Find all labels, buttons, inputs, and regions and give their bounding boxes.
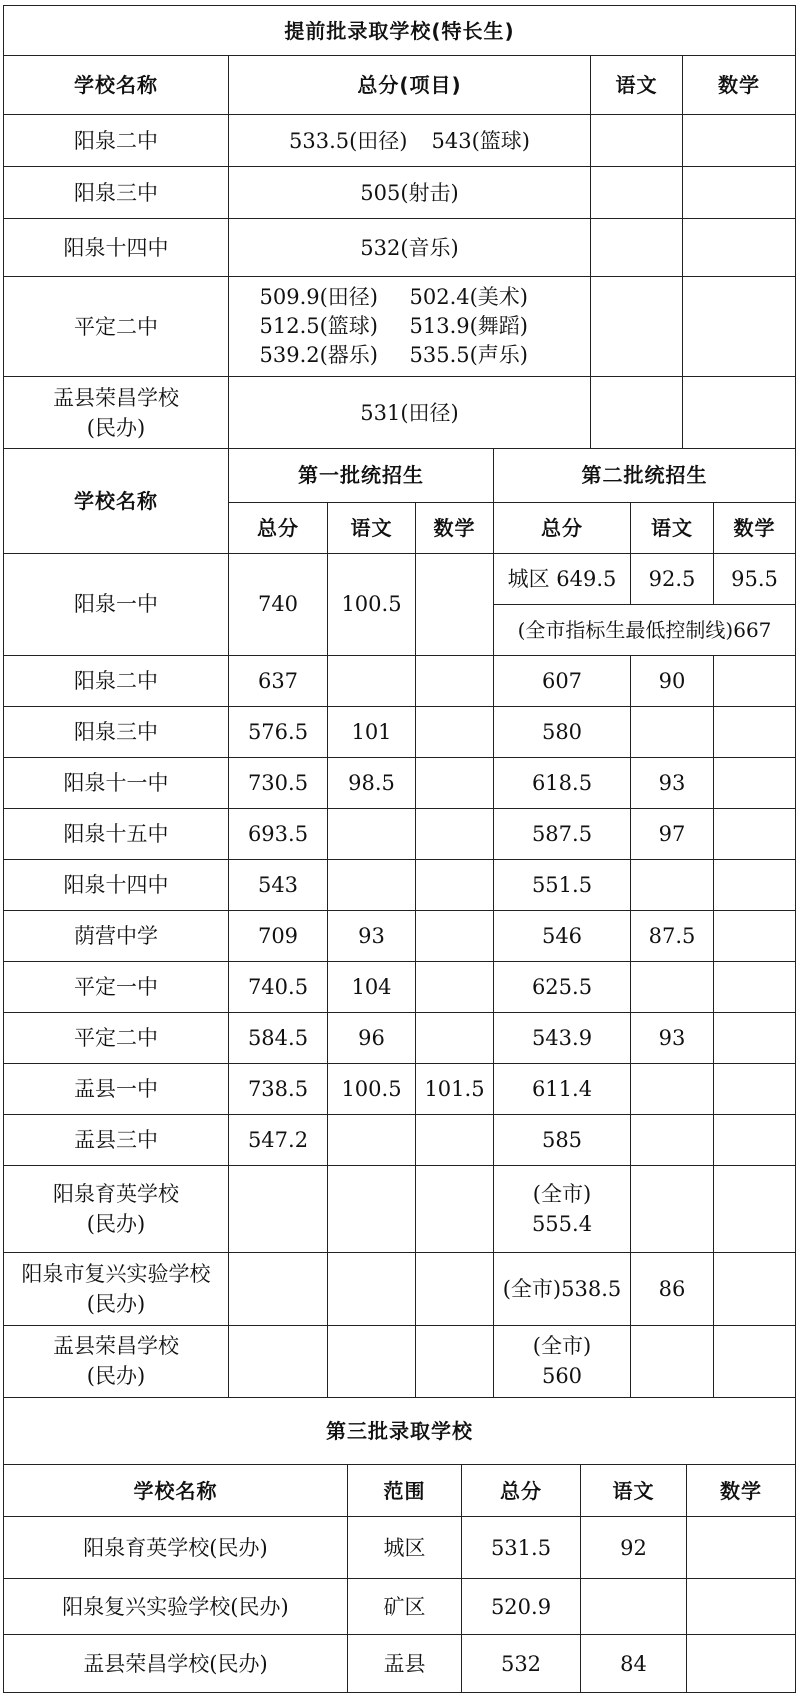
math-score: [683, 377, 796, 449]
math-score: [683, 277, 796, 377]
batch1-math: 101.5: [416, 1063, 494, 1114]
batch2-math: [714, 655, 796, 706]
math-score: [687, 1579, 796, 1635]
batch2-total: 543.9: [494, 1012, 631, 1063]
batch2-total: [494, 1325, 631, 1397]
batch1-total: 730.5: [229, 757, 328, 808]
batch1-chinese: [328, 1252, 416, 1325]
col-header-total: 总分: [494, 502, 631, 553]
batch1-chinese: 101: [328, 706, 416, 757]
school-name: 平定二中: [4, 1012, 229, 1063]
batch2-total: 城区 649.5: [494, 553, 631, 604]
school-type-note: (民办): [86, 415, 146, 440]
score-projects: [229, 277, 591, 377]
batch1-chinese: [328, 1165, 416, 1252]
batch2-chinese: [631, 859, 714, 910]
third-batch-table: [3, 1398, 796, 1694]
table-row: [4, 706, 796, 757]
batch2-math: [714, 1063, 796, 1114]
batch1-math: [416, 859, 494, 910]
batch1-chinese: [328, 1325, 416, 1397]
school-type-note: (民办): [86, 1291, 146, 1316]
batch2-math: [714, 1165, 796, 1252]
table-row: [4, 1165, 796, 1252]
batch1-chinese: [328, 1114, 416, 1165]
batch2-chinese: [631, 706, 714, 757]
score-item: 512.5(篮球): [259, 314, 379, 338]
school-name: 盂县一中: [4, 1063, 229, 1114]
col-header-chinese: 语文: [581, 1465, 687, 1517]
score-item: 543(篮球): [431, 128, 530, 153]
total-score: 532: [462, 1635, 581, 1693]
third-batch-title: 第三批录取学校: [4, 1398, 796, 1465]
batch1-total: 740.5: [229, 961, 328, 1012]
score-item: 513.9(舞蹈): [409, 314, 529, 338]
score-item: 532(音乐): [229, 219, 591, 277]
batch1-math: [416, 808, 494, 859]
batch2-math: [714, 961, 796, 1012]
batch1-chinese: [328, 859, 416, 910]
school-name-line: 盂县荣昌学校: [53, 1334, 179, 1358]
table-row: [4, 1325, 796, 1397]
score-item: 533.5(田径): [289, 128, 408, 153]
batch2-chinese: [631, 1165, 714, 1252]
batch2-total: 618.5: [494, 757, 631, 808]
school-name: 阳泉复兴实验学校(民办): [4, 1579, 348, 1635]
batch2-chinese: 93: [631, 1012, 714, 1063]
batch1-math: [416, 961, 494, 1012]
school-name: [4, 1252, 229, 1325]
school-name: 阳泉二中: [4, 655, 229, 706]
citywide-label: (全市): [532, 1181, 592, 1206]
score-item: 531(田径): [229, 377, 591, 449]
batch2-total: 585: [494, 1114, 631, 1165]
col-header-total: 总分: [462, 1465, 581, 1517]
table-row: [4, 757, 796, 808]
col-header-math: 数学: [683, 56, 796, 115]
score-value: (全市)538.5: [502, 1276, 622, 1301]
table-row: [4, 115, 796, 167]
math-score: [687, 1517, 796, 1579]
table-row: [4, 808, 796, 859]
batch2-chinese: 87.5: [631, 910, 714, 961]
math-score: [683, 219, 796, 277]
school-name: 阳泉十四中: [4, 219, 229, 277]
col-header-total-project: 总分(项目): [229, 56, 591, 115]
batch1-math: [416, 1325, 494, 1397]
score-value: 555.4: [531, 1211, 593, 1236]
school-name: 阳泉育英学校(民办): [4, 1517, 348, 1579]
batch1-chinese: [328, 655, 416, 706]
batch2-math: [714, 1325, 796, 1397]
score-item: 539.2(器乐): [259, 343, 379, 367]
batch1-total: 547.2: [229, 1114, 328, 1165]
school-name: 阳泉十一中: [4, 757, 229, 808]
batch1-total: [229, 1325, 328, 1397]
school-name: 荫营中学: [4, 910, 229, 961]
school-name: 盂县三中: [4, 1114, 229, 1165]
chinese-score: [591, 219, 683, 277]
batch1-math: [416, 1012, 494, 1063]
batch1-chinese: 100.5: [328, 1063, 416, 1114]
batch1-total: 709: [229, 910, 328, 961]
batch2-math: 95.5: [714, 553, 796, 604]
batch1-chinese: 96: [328, 1012, 416, 1063]
chinese-score: [591, 167, 683, 219]
batch2-chinese: 97: [631, 808, 714, 859]
batch2-math: [714, 808, 796, 859]
col-header-school: 学校名称: [4, 1465, 348, 1517]
batch2-math: [714, 757, 796, 808]
school-name: [4, 1325, 229, 1397]
school-name-line: 盂县荣昌学校: [53, 385, 179, 410]
chinese-score: 92: [581, 1517, 687, 1579]
batch2-math: [714, 1012, 796, 1063]
batch2-math: [714, 1114, 796, 1165]
batch1-total: [229, 1165, 328, 1252]
batch2-chinese: 92.5: [631, 553, 714, 604]
school-name: 阳泉一中: [4, 553, 229, 655]
school-name: 阳泉三中: [4, 706, 229, 757]
school-name-line: 阳泉市复兴实验学校: [21, 1261, 211, 1286]
col-header-school: 学校名称: [4, 449, 229, 553]
table-row: [4, 377, 796, 449]
total-score: 531.5: [462, 1517, 581, 1579]
batch1-total: [229, 1252, 328, 1325]
table-row: [4, 219, 796, 277]
batch1-math: [416, 1252, 494, 1325]
school-name: 阳泉十四中: [4, 859, 229, 910]
admission-score-document: [3, 5, 795, 1693]
school-name-line: 阳泉育英学校: [53, 1181, 179, 1206]
batch1-chinese: 93: [328, 910, 416, 961]
table-row: [4, 1579, 796, 1635]
table-row: [4, 1063, 796, 1114]
batch1-total: 693.5: [229, 808, 328, 859]
chinese-score: [581, 1579, 687, 1635]
school-type-note: (民办): [86, 1364, 146, 1388]
batch2-math: [714, 910, 796, 961]
score-item: 505(射击): [229, 167, 591, 219]
total-score: 520.9: [462, 1579, 581, 1635]
col-header-math: 数学: [714, 502, 796, 553]
batch1-math: [416, 553, 494, 655]
school-name: 盂县荣昌学校(民办): [4, 1635, 348, 1693]
batch1-chinese: 100.5: [328, 553, 416, 655]
citywide-label: (全市): [532, 1334, 592, 1358]
batch1-math: [416, 706, 494, 757]
unified-enrollment-table: [3, 449, 796, 1398]
batch2-header: 第二批统招生: [494, 449, 796, 502]
school-name: [4, 1165, 229, 1252]
batch1-total: 584.5: [229, 1012, 328, 1063]
math-score: [683, 115, 796, 167]
score-item: 502.4(美术): [409, 285, 529, 309]
batch1-total: 738.5: [229, 1063, 328, 1114]
early-admission-table: [3, 5, 796, 449]
batch1-math: [416, 757, 494, 808]
table-row: [4, 1114, 796, 1165]
math-score: [687, 1635, 796, 1693]
col-header-range: 范围: [348, 1465, 462, 1517]
batch1-header: 第一批统招生: [229, 449, 494, 502]
chinese-score: [591, 377, 683, 449]
table-row: [4, 553, 796, 604]
batch2-math: [714, 859, 796, 910]
math-score: [683, 167, 796, 219]
col-header-chinese: 语文: [328, 502, 416, 553]
col-header-total: 总分: [229, 502, 328, 553]
col-header-school: 学校名称: [4, 56, 229, 115]
batch2-total: 607: [494, 655, 631, 706]
batch2-total: 551.5: [494, 859, 631, 910]
score-value: 560: [541, 1364, 583, 1388]
batch2-chinese: 86: [631, 1252, 714, 1325]
batch1-math: [416, 655, 494, 706]
col-header-chinese: 语文: [591, 56, 683, 115]
school-name: 平定一中: [4, 961, 229, 1012]
chinese-score: [591, 115, 683, 167]
school-name: 平定二中: [4, 277, 229, 377]
batch1-chinese: [328, 808, 416, 859]
batch1-math: [416, 910, 494, 961]
table-row: [4, 859, 796, 910]
school-name: [4, 377, 229, 449]
table-row: [4, 961, 796, 1012]
col-header-math: 数学: [687, 1465, 796, 1517]
batch1-total: 576.5: [229, 706, 328, 757]
batch2-math: [714, 706, 796, 757]
range: 矿区: [348, 1579, 462, 1635]
batch2-chinese: [631, 1114, 714, 1165]
batch2-chinese: 90: [631, 655, 714, 706]
batch2-total: 587.5: [494, 808, 631, 859]
batch2-total: [494, 1252, 631, 1325]
batch1-total: 543: [229, 859, 328, 910]
batch2-total: 625.5: [494, 961, 631, 1012]
chinese-score: [591, 277, 683, 377]
table-row: [4, 1635, 796, 1693]
batch1-total: 637: [229, 655, 328, 706]
batch2-math: [714, 1252, 796, 1325]
batch2-chinese: [631, 1063, 714, 1114]
early-admission-title: 提前批录取学校(特长生): [4, 6, 796, 56]
batch2-chinese: 93: [631, 757, 714, 808]
batch2-citywide-note: (全市指标生最低控制线)667: [494, 604, 796, 655]
school-type-note: (民办): [86, 1211, 146, 1236]
range: 城区: [348, 1517, 462, 1579]
range: 盂县: [348, 1635, 462, 1693]
batch1-chinese: 104: [328, 961, 416, 1012]
table-row: [4, 910, 796, 961]
batch2-total: 546: [494, 910, 631, 961]
score-item: 509.9(田径): [259, 285, 379, 309]
batch2-total: 580: [494, 706, 631, 757]
table-row: [4, 167, 796, 219]
batch2-chinese: [631, 1325, 714, 1397]
score-item: 535.5(声乐): [409, 343, 529, 367]
table-row: [4, 1012, 796, 1063]
batch1-chinese: 98.5: [328, 757, 416, 808]
batch2-total: 611.4: [494, 1063, 631, 1114]
batch2-chinese: [631, 961, 714, 1012]
table-row: [4, 1517, 796, 1579]
batch1-math: [416, 1114, 494, 1165]
score-projects: [229, 115, 591, 167]
school-name: 阳泉三中: [4, 167, 229, 219]
batch1-math: [416, 1165, 494, 1252]
school-name: 阳泉二中: [4, 115, 229, 167]
chinese-score: 84: [581, 1635, 687, 1693]
col-header-chinese: 语文: [631, 502, 714, 553]
batch2-total: [494, 1165, 631, 1252]
table-row: [4, 277, 796, 377]
school-name: 阳泉十五中: [4, 808, 229, 859]
table-row: [4, 1252, 796, 1325]
col-header-math: 数学: [416, 502, 494, 553]
table-row: [4, 655, 796, 706]
batch1-total: 740: [229, 553, 328, 655]
